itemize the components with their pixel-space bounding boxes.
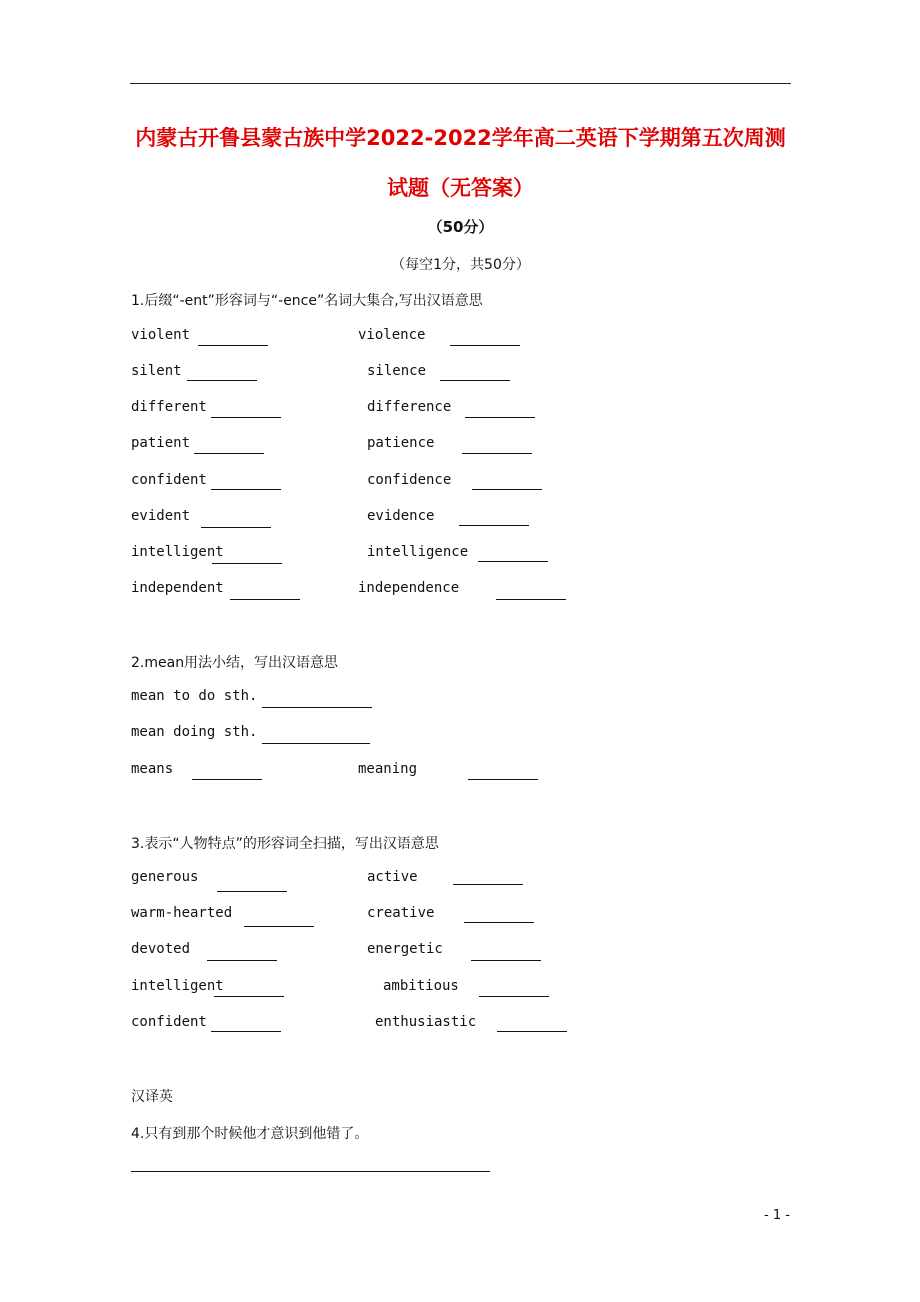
answer-blank[interactable] xyxy=(214,996,284,997)
answer-blank[interactable] xyxy=(472,489,542,490)
mean-usage-item: means xyxy=(131,761,174,777)
answer-blank[interactable] xyxy=(211,1031,281,1032)
word-right: patience xyxy=(367,435,435,451)
answer-blank[interactable] xyxy=(244,926,314,927)
word-left: violent xyxy=(131,327,191,343)
word-right: evidence xyxy=(367,508,435,524)
answer-blank[interactable] xyxy=(479,996,549,997)
answer-blank[interactable] xyxy=(262,743,370,744)
word-right: silence xyxy=(367,363,427,379)
answer-blank[interactable] xyxy=(468,779,538,780)
answer-blank[interactable] xyxy=(497,1031,567,1032)
translation-question: 4.只有到那个时候他才意识到他错了。 xyxy=(131,1126,369,1142)
word-left: generous xyxy=(131,869,199,885)
word-right: independence xyxy=(358,580,460,596)
word-left: warm-hearted xyxy=(131,905,233,921)
section3-heading: 3.表示“人物特点”的形容词全扫描，写出汉语意思 xyxy=(131,836,439,852)
answer-blank[interactable] xyxy=(198,345,268,346)
answer-blank[interactable] xyxy=(217,891,287,892)
section4-heading: 汉译英 xyxy=(131,1089,173,1105)
word-right: active xyxy=(367,869,418,885)
total-score: （50分） xyxy=(427,218,494,236)
answer-blank[interactable] xyxy=(211,417,281,418)
answer-blank[interactable] xyxy=(462,453,532,454)
word-left: evident xyxy=(131,508,191,524)
section1-heading: 1.后缀“-ent”形容词与“-ence”名词大集合,写出汉语意思 xyxy=(131,293,483,309)
mean-usage-item: mean doing sth. xyxy=(131,724,258,740)
answer-blank[interactable] xyxy=(453,884,523,885)
word-left: silent xyxy=(131,363,182,379)
answer-blank[interactable] xyxy=(211,489,281,490)
word-left: confident xyxy=(131,472,207,488)
word-left: confident xyxy=(131,1014,207,1030)
answer-blank[interactable] xyxy=(465,417,535,418)
answer-blank[interactable] xyxy=(194,453,264,454)
word-right: difference xyxy=(367,399,452,415)
answer-blank[interactable] xyxy=(230,599,300,600)
document-title: 内蒙古开鲁县蒙古族中学2022-2022学年高二英语下学期第五次周测 xyxy=(135,126,786,150)
answer-blank[interactable] xyxy=(440,380,510,381)
word-right: energetic xyxy=(367,941,443,957)
section2-heading: 2.mean用法小结，写出汉语意思 xyxy=(131,655,339,671)
word-left: intelligent xyxy=(131,978,224,994)
word-right: enthusiastic xyxy=(375,1014,477,1030)
answer-blank[interactable] xyxy=(459,525,529,526)
word-left: patient xyxy=(131,435,191,451)
answer-blank[interactable] xyxy=(207,960,277,961)
word-right: ambitious xyxy=(383,978,459,994)
answer-blank[interactable] xyxy=(192,779,262,780)
word-right: confidence xyxy=(367,472,452,488)
answer-blank[interactable] xyxy=(471,960,541,961)
word-left: independent xyxy=(131,580,224,596)
word-left: devoted xyxy=(131,941,191,957)
header-rule xyxy=(130,83,791,84)
answer-blank[interactable] xyxy=(464,922,534,923)
page-number: - 1 - xyxy=(764,1208,790,1223)
answer-blank[interactable] xyxy=(187,380,257,381)
answer-blank[interactable] xyxy=(201,527,271,528)
word-left: different xyxy=(131,399,207,415)
scoring-note: （每空1分，共50分） xyxy=(391,257,530,273)
word-right: violence xyxy=(358,327,426,343)
answer-blank[interactable] xyxy=(212,563,282,564)
answer-blank[interactable] xyxy=(478,561,548,562)
word-left: intelligent xyxy=(131,544,224,560)
document-title-line2: 试题（无答案） xyxy=(387,176,534,200)
mean-usage-item: meaning xyxy=(358,761,418,777)
answer-blank[interactable] xyxy=(450,345,520,346)
word-right: intelligence xyxy=(367,544,469,560)
answer-line[interactable] xyxy=(131,1171,490,1172)
mean-usage-item: mean to do sth. xyxy=(131,688,258,704)
word-right: creative xyxy=(367,905,435,921)
answer-blank[interactable] xyxy=(262,707,372,708)
answer-blank[interactable] xyxy=(496,599,566,600)
